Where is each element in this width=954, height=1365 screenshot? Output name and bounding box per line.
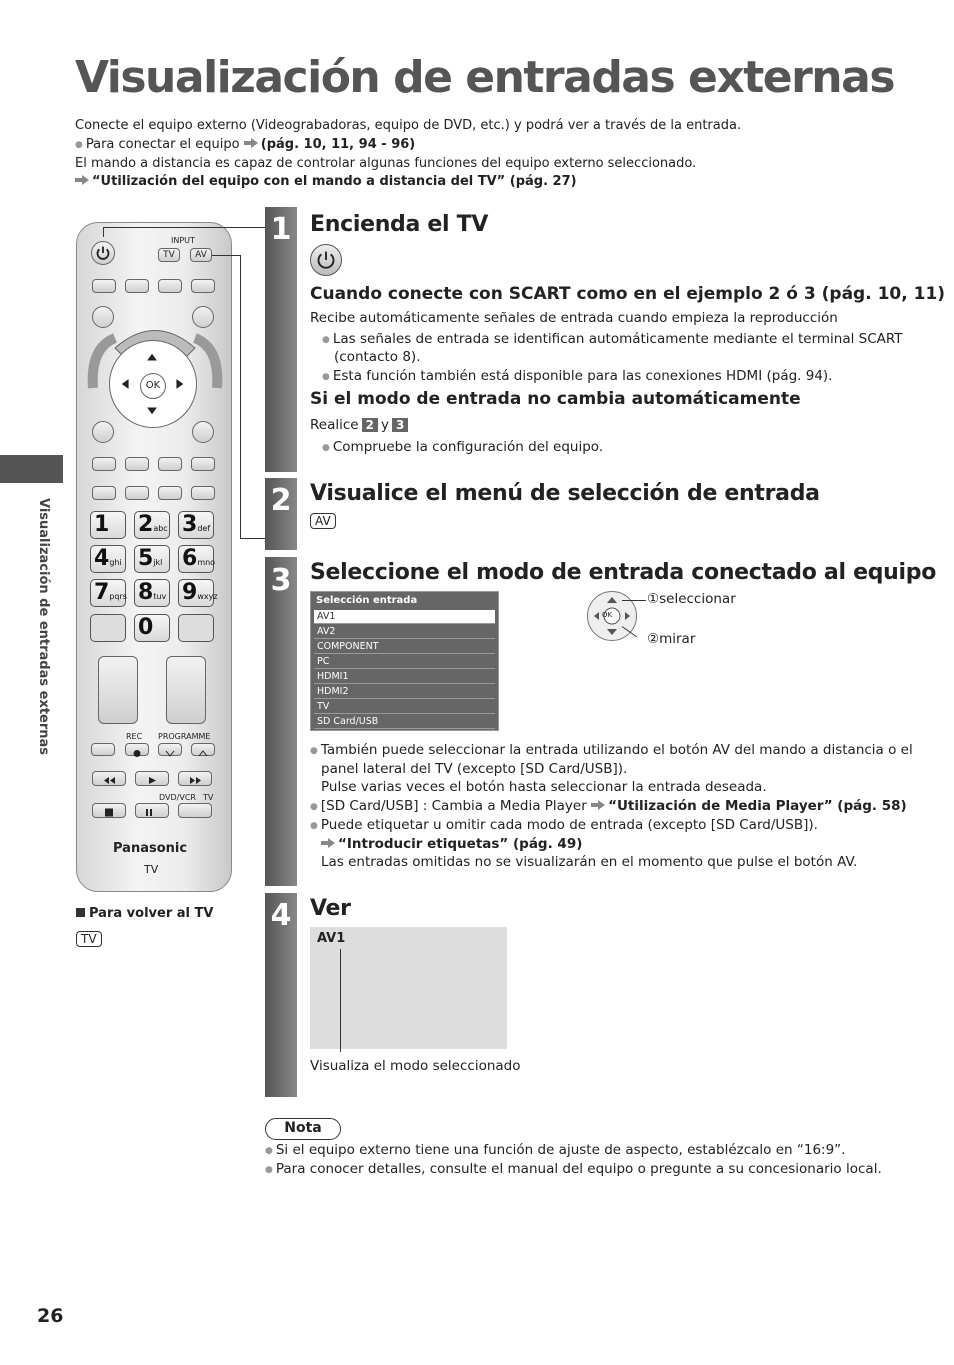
remote-key (158, 486, 182, 500)
tv-key: TV (76, 931, 102, 947)
remote-key (125, 457, 149, 471)
numkey: 3def (178, 511, 214, 539)
page-number: 26 (37, 1305, 64, 1327)
arrow-right-icon (75, 175, 89, 185)
note-bullet: ● Si el equipo externo tiene una función de ajuste de aspecto, establézcalo en “16:9”. (265, 1142, 845, 1158)
bullet-icon (322, 439, 333, 455)
volume-rocker (98, 656, 138, 724)
square-bullet-icon (76, 908, 85, 917)
body-text: Recibe automáticamente señales de entrada cuando empieza la reproducción (310, 310, 838, 326)
return-tv-label: Para volver al TV (76, 906, 213, 921)
bullet-text: ● Compruebe la configuración del equipo. (322, 439, 603, 455)
view-caption: ②mirar (647, 631, 696, 647)
step-title: Encienda el TV (310, 212, 489, 237)
section-label: Visualización de entradas externas (36, 498, 51, 756)
bullet-text-cont: Las entradas omitidas no se visualizarán en el momento que pulse el botón AV. (321, 854, 858, 870)
power-icon (92, 242, 114, 264)
bullet-text: ● Las señales de entrada se identifican automáticamente mediante el terminal SCART (322, 331, 903, 347)
numkey: 7pqrs (90, 579, 126, 607)
bullet-text: ● Puede etiquetar u omitir cada modo de entrada (excepto [SD Card/USB]). (310, 817, 818, 833)
step-number: 2 (270, 483, 292, 518)
bullet-text-cont: panel lateral del TV (excepto [SD Card/USB]). (321, 761, 628, 777)
step-number: 3 (270, 563, 292, 598)
intro-line: El mando a distancia es capaz de controlar algunas funciones del equipo externo seleccionado. (75, 156, 697, 171)
av-key: AV (310, 513, 336, 529)
menu-item[interactable]: HDMI2 (314, 685, 495, 699)
arrow-right-icon (321, 838, 335, 848)
section-heading: Si el modo de entrada no cambia automáticamente (310, 389, 801, 409)
numkey: 9wxyz (178, 579, 214, 607)
section-tab (0, 455, 63, 483)
callout-line (240, 538, 265, 539)
step-ref-badge: 2 (362, 418, 378, 432)
arrow-right-icon (244, 138, 258, 148)
note-bullet: ● Para conocer detalles, consulte el manual del equipo o pregunte a su concesionario local. (265, 1161, 882, 1177)
callout-line (103, 227, 104, 237)
step-ref-badge: 3 (392, 418, 408, 432)
bullet-text-cont: Pulse varias veces el botón hasta seleccionar la entrada deseada. (321, 779, 767, 795)
ok-label: OK (602, 611, 613, 619)
screen-input-label: AV1 (317, 931, 346, 946)
ref-line: “Introducir etiquetas” (pág. 49) (321, 836, 582, 852)
realice-line: Realice 2 y 3 (310, 417, 411, 433)
menu-item[interactable]: HDMI1 (314, 670, 495, 684)
intro-line: Conecte el equipo externo (Videograbadoras, equipo de DVD, etc.) y podrá ver a través de la entrada. (75, 118, 742, 133)
numkey: 8tuv (134, 579, 170, 607)
input-label: INPUT (171, 236, 195, 245)
menu-item[interactable]: PC (314, 655, 495, 669)
remote-model-label: TV (144, 863, 159, 876)
note-badge: Nota (265, 1118, 341, 1140)
bullet-icon (322, 331, 333, 347)
remote-key (92, 457, 116, 471)
play-icon (136, 774, 168, 787)
play-button (135, 771, 169, 786)
section-heading: Cuando conecte con SCART como en el ejemplo 2 ó 3 (pág. 10, 11) (310, 284, 946, 304)
programme-up-button (191, 743, 215, 756)
remote-key (191, 279, 215, 293)
step-number: 1 (270, 212, 292, 247)
remote-key (92, 486, 116, 500)
stop-button (92, 803, 126, 818)
step-bar (265, 557, 297, 886)
numkey: 2abc (134, 511, 170, 539)
menu-title: Selección entrada (316, 595, 418, 606)
bullet-text-cont: (contacto 8). (334, 349, 421, 365)
intro-connect: ● Para conectar el equipo (pág. 10, 11, 94 - 96) (75, 137, 415, 152)
bullet-text: ● [SD Card/USB] : Cambia a Media Player “Utilización de Media Player” (pág. 58) (310, 798, 907, 814)
bullet-text: ● También puede seleccionar la entrada utilizando el botón AV del mando a distancia o el (310, 742, 913, 758)
pause-icon (136, 806, 168, 819)
step-title: Ver (310, 896, 351, 921)
pause-button (135, 803, 169, 818)
arrow-right-icon (591, 800, 605, 810)
remote-control (76, 222, 232, 892)
stop-icon (93, 806, 125, 819)
chevron-up-icon (192, 748, 214, 759)
callout-line (240, 255, 241, 538)
power-icon (311, 245, 341, 275)
av-input-button: AV (190, 248, 212, 262)
power-button-illustration (310, 244, 342, 276)
step-title: Seleccione el modo de entrada conectado al equipo (310, 560, 937, 585)
dvd-vcr-tv-button (178, 803, 212, 818)
channel-rocker (166, 656, 206, 724)
bullet-icon (310, 742, 321, 758)
callout-line (212, 255, 240, 256)
remote-key (92, 421, 114, 443)
menu-item[interactable]: TV (314, 700, 495, 714)
remote-key (90, 614, 126, 642)
rec-button (125, 743, 149, 756)
remote-key (125, 486, 149, 500)
brand-logo: Panasonic (113, 841, 188, 856)
page-title: Visualización de entradas externas (75, 52, 895, 103)
remote-key (92, 279, 116, 293)
rewind-icon (93, 774, 125, 787)
menu-item[interactable]: COMPONENT (314, 640, 495, 654)
menu-item[interactable]: AV1 (314, 610, 495, 624)
remote-key (178, 614, 214, 642)
rewind-button (92, 771, 126, 786)
step-title: Visualice el menú de selección de entrada (310, 481, 820, 506)
ok-button: OK (140, 373, 166, 399)
bullet-text: ● Esta función también está disponible para las conexiones HDMI (pág. 94). (322, 368, 832, 384)
remote-key (158, 279, 182, 293)
timer-button (91, 743, 115, 756)
numkey: 4ghi (90, 545, 126, 573)
numkey: 6mno (178, 545, 214, 573)
bullet-icon (265, 1161, 276, 1177)
bullet-icon (75, 137, 86, 152)
step-number: 4 (270, 898, 292, 933)
numkey: 1 (90, 511, 126, 539)
remote-key (125, 279, 149, 293)
callout-line (340, 949, 341, 1052)
tv-small-label: TV (203, 793, 214, 802)
screen-caption: Visualiza el modo seleccionado (310, 1058, 521, 1074)
input-selection-menu (310, 591, 499, 731)
remote-key (158, 457, 182, 471)
programme-down-button (158, 743, 182, 756)
select-caption: ①seleccionar (647, 591, 736, 607)
remote-key (192, 421, 214, 443)
fast-forward-icon (179, 774, 211, 787)
rec-label: REC (126, 732, 143, 741)
callout-line (622, 600, 646, 601)
numkey: 5jkl (134, 545, 170, 573)
bullet-icon (322, 368, 333, 384)
tv-input-button: TV (158, 248, 180, 262)
bullet-icon (310, 817, 321, 833)
fast-forward-button (178, 771, 212, 786)
remote-key (191, 457, 215, 471)
menu-item[interactable]: SD Card/USB (314, 715, 495, 729)
callout-line (103, 227, 265, 228)
dvdvcr-label: DVD/VCR (159, 793, 196, 802)
menu-item[interactable]: AV2 (314, 625, 495, 639)
numkey: 0 (134, 614, 170, 642)
intro-ref: “Utilización del equipo con el mando a distancia del TV” (pág. 27) (75, 174, 577, 189)
power-button (91, 241, 115, 265)
chevron-down-icon (159, 748, 181, 759)
bullet-icon (310, 798, 321, 814)
programme-label: PROGRAMME (158, 732, 211, 741)
bullet-icon (265, 1142, 276, 1158)
remote-key (191, 486, 215, 500)
record-icon (126, 748, 148, 759)
